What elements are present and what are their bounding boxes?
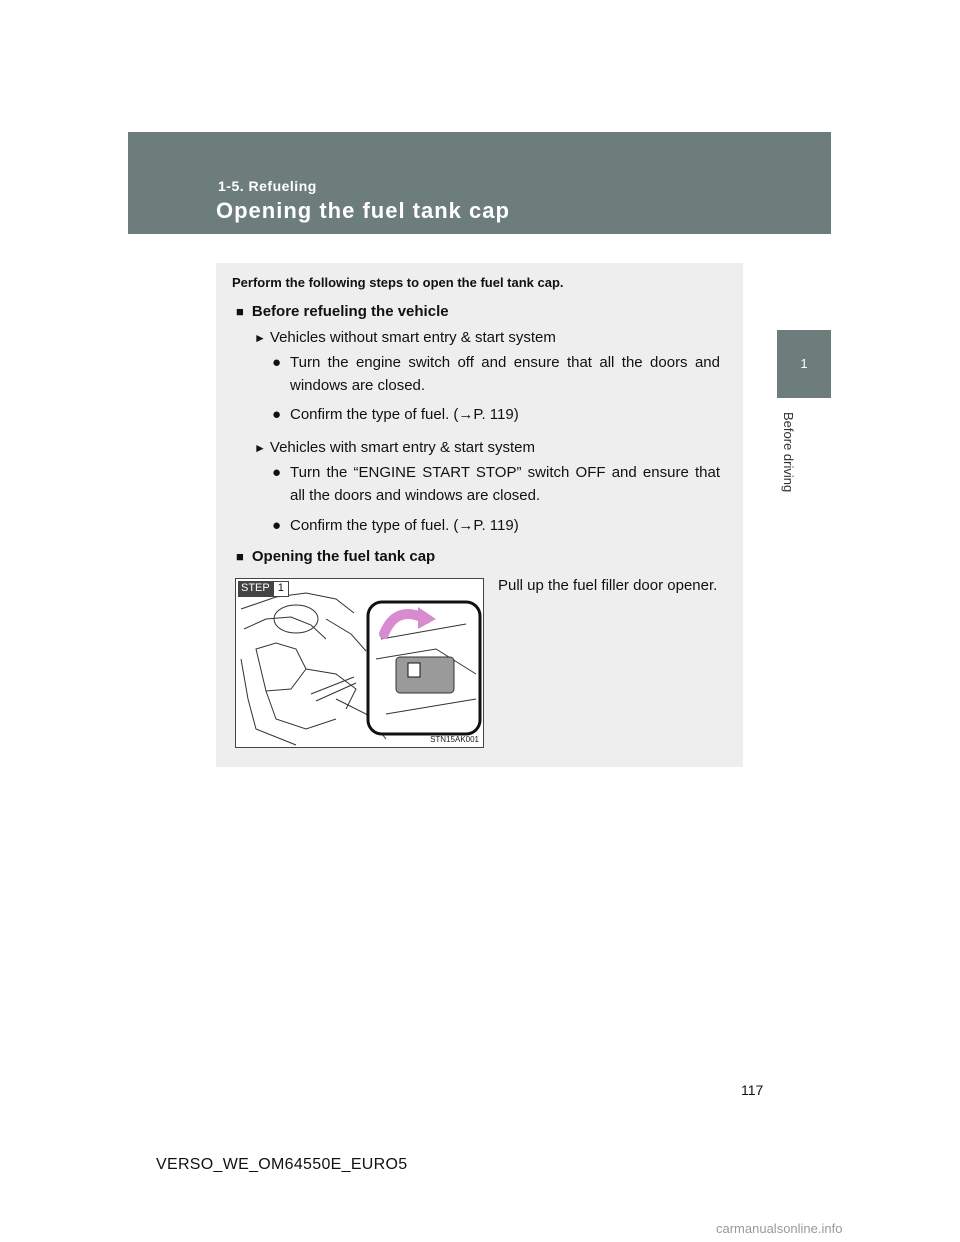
car-interior-drawing [236, 579, 483, 747]
section-label: 1-5. Refueling [218, 178, 317, 194]
dot-bullet-icon: ● [272, 406, 282, 423]
page-number: 117 [741, 1082, 764, 1098]
heading-opening-cap: ■ Opening the fuel tank cap [236, 548, 436, 565]
figure-code: STN15AK001 [430, 735, 479, 744]
page-header [128, 132, 831, 234]
intro-text: Perform the following steps to open the fuel tank cap. [232, 275, 564, 290]
subheading-with-smart-entry: ► Vehicles with smart entry & start system [254, 439, 535, 456]
document-code: VERSO_WE_OM64550E_EURO5 [156, 1156, 408, 1173]
content-box [216, 263, 743, 767]
step-1-instruction: Pull up the fuel filler door opener. [498, 577, 718, 594]
chapter-tab [777, 330, 831, 398]
dot-bullet-icon: ● [272, 464, 282, 481]
bullet-item: ● Confirm the type of fuel. (→P. 119) [272, 514, 720, 537]
square-bullet-icon: ■ [236, 304, 244, 319]
heading-before-refueling: ■ Before refueling the vehicle [236, 303, 449, 320]
fuel-door-opener-illustration [235, 578, 484, 748]
dot-bullet-icon: ● [272, 517, 282, 534]
page-title: Opening the fuel tank cap [216, 198, 510, 223]
watermark: carmanualsonline.info [716, 1221, 843, 1236]
bullet-item: ● Confirm the type of fuel. (→P. 119) [272, 403, 720, 426]
subheading-without-smart-entry: ► Vehicles without smart entry & start system [254, 329, 556, 346]
dot-bullet-icon: ● [272, 354, 282, 371]
bullet-item: ● Turn the “ENGINE START STOP” switch OFF and ensure that all the doors and windows are closed. [272, 461, 720, 507]
triangle-bullet-icon: ► [254, 331, 266, 345]
step-label: STEP 1 [238, 581, 289, 597]
square-bullet-icon: ■ [236, 549, 244, 564]
triangle-bullet-icon: ► [254, 441, 266, 455]
chapter-name: Before driving [781, 412, 796, 493]
chapter-number: 1 [800, 356, 808, 371]
bullet-item: ● Turn the engine switch off and ensure that all the doors and windows are closed. [272, 351, 720, 397]
